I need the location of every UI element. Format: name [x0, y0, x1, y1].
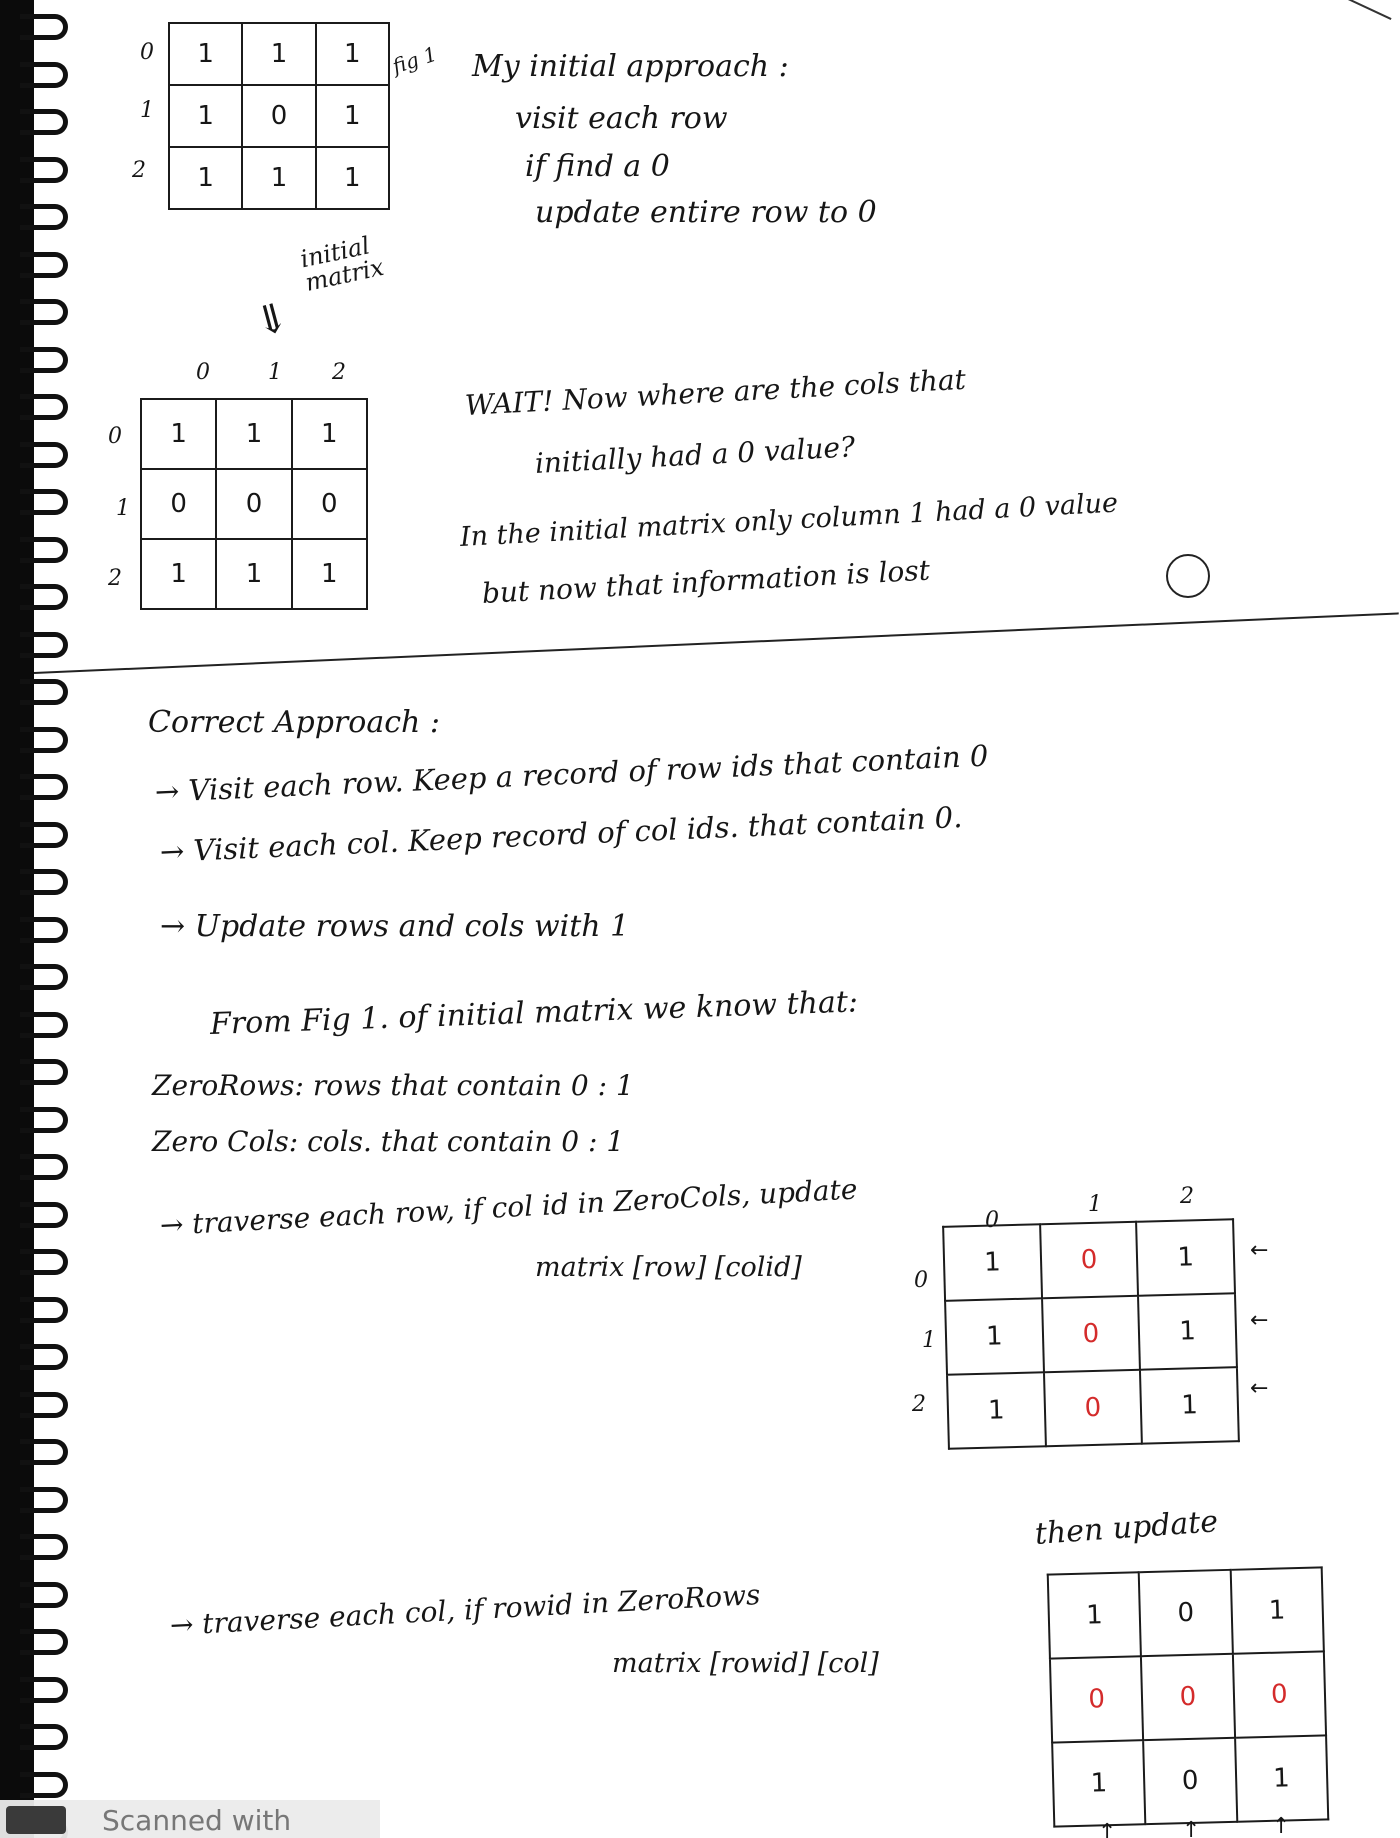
spiral-ring	[20, 1724, 68, 1750]
matrix2-cell: 1	[292, 399, 367, 469]
matrix4-row	[1050, 1651, 1326, 1742]
then-update-label: then update	[1033, 1504, 1220, 1552]
matrix4-col-arrow-1: ↑	[1182, 1818, 1201, 1838]
matrix1-cell: 1	[169, 85, 242, 147]
matrix4-cell: 0	[1141, 1654, 1234, 1740]
matrix1-row-index-2: 2	[132, 158, 146, 183]
spiral-ring	[20, 917, 68, 943]
spiral-ring	[20, 157, 68, 183]
spiral-ring	[20, 1249, 68, 1275]
page-corner-fold	[1336, 0, 1400, 20]
matrix3-cell: 1	[1138, 1293, 1237, 1370]
spiral-ring	[20, 109, 68, 135]
spiral-ring	[20, 1202, 68, 1228]
spiral-ring	[20, 14, 68, 40]
matrix-after-col-update	[942, 1218, 1240, 1450]
spiral-ring	[20, 822, 68, 848]
initial-approach-step-1: visit each row	[515, 101, 728, 136]
matrix4-cell: 0	[1050, 1656, 1143, 1742]
matrix3-row-index-0: 0	[914, 1268, 928, 1293]
matrix3-row-index-1: 1	[922, 1328, 936, 1353]
matrix1-cell: 1	[169, 23, 242, 85]
matrix2-col-index-0: 0	[196, 360, 210, 385]
spiral-ring	[20, 774, 68, 800]
matrix2-col-index-2: 2	[332, 360, 346, 385]
watermark-text: Scanned with	[102, 1804, 292, 1837]
spiral-ring	[20, 679, 68, 705]
zero-cols-line: Zero Cols: cols. that contain 0 : 1	[152, 1125, 625, 1158]
matrix2-cell: 0	[141, 469, 216, 539]
matrix3-row	[947, 1367, 1239, 1449]
matrix2-cell: 1	[141, 539, 216, 609]
spiral-ring	[20, 347, 68, 373]
matrix2-row-index-0: 0	[108, 424, 122, 449]
matrix1-row	[169, 23, 389, 85]
wait-note-line-4: but now that information is lost	[481, 553, 931, 610]
matrix4-cell: 0	[1233, 1651, 1327, 1737]
traverse-cols-formula: matrix [rowid] [col]	[612, 1648, 879, 1679]
matrix3-row-index-2: 2	[912, 1392, 926, 1417]
wait-note-line-1: WAIT! Now where are the cols that	[464, 362, 967, 422]
matrix4-cell: 0	[1143, 1738, 1236, 1824]
scanner-watermark	[0, 1800, 380, 1838]
matrix3-cell: 1	[1136, 1219, 1235, 1296]
matrix3-cell: 1	[947, 1372, 1046, 1449]
matrix2-cell: 1	[292, 539, 367, 609]
matrix3-cell: 0	[1044, 1370, 1143, 1447]
spiral-ring	[20, 1059, 68, 1085]
matrix3-col-index-2: 2	[1180, 1184, 1194, 1209]
spiral-ring	[20, 1297, 68, 1323]
matrix4-col-arrow-0: ↑	[1098, 1820, 1117, 1838]
matrix1-row-index-1: 1	[140, 98, 154, 123]
matrix4-cell: 1	[1230, 1567, 1324, 1653]
initial-approach-step-3: update entire row to 0	[535, 195, 877, 230]
matrix4-col-arrow-2: ↑	[1272, 1814, 1291, 1838]
matrix1-row	[169, 85, 389, 147]
matrix2-cell: 1	[216, 399, 291, 469]
traverse-rows-line: → traverse each row, if col id in ZeroCols, update	[159, 1172, 859, 1242]
matrix1-cell: 1	[316, 85, 389, 147]
initial-approach-heading: My initial approach :	[472, 49, 789, 84]
matrix4-cell: 1	[1235, 1735, 1329, 1821]
matrix3-cell: 1	[943, 1224, 1042, 1301]
spiral-ring	[20, 869, 68, 895]
matrix-after-row-update	[140, 398, 368, 610]
spiral-ring	[20, 252, 68, 278]
spiral-ring	[20, 584, 68, 610]
spiral-ring	[20, 62, 68, 88]
matrix3-cell: 1	[1140, 1367, 1239, 1444]
spiral-ring	[20, 442, 68, 468]
matrix4-cell: 1	[1052, 1740, 1145, 1826]
correct-step-1: → Visit each row. Keep a record of row ids that contain 0	[154, 738, 989, 809]
spiral-ring	[20, 727, 68, 753]
correct-step-2: → Visit each col. Keep record of col ids. that contain 0.	[159, 799, 964, 869]
sad-face-icon	[1166, 554, 1210, 598]
spiral-ring	[20, 1582, 68, 1608]
matrix1-row	[169, 147, 389, 209]
initial-matrix	[168, 22, 390, 210]
matrix3-row	[945, 1293, 1237, 1375]
scanner-logo-icon	[6, 1806, 66, 1834]
matrix2-row-index-2: 2	[108, 566, 122, 591]
matrix1-cell: 1	[242, 147, 315, 209]
matrix4-cell: 0	[1139, 1570, 1232, 1656]
final-matrix	[1047, 1566, 1330, 1827]
spiral-ring	[20, 1534, 68, 1560]
spiral-ring	[20, 632, 68, 658]
matrix3-cell: 0	[1042, 1296, 1141, 1373]
traverse-rows-formula: matrix [row] [colid]	[535, 1252, 802, 1283]
traverse-cols-line: → traverse each col, if rowid in ZeroRows	[169, 1578, 762, 1642]
spiral-ring	[20, 204, 68, 230]
spiral-ring	[20, 1677, 68, 1703]
fig-label: fig 1	[389, 41, 440, 79]
spiral-ring	[20, 489, 68, 515]
matrix1-cell: 1	[316, 147, 389, 209]
fig1-note: From Fig 1. of initial matrix we know that:	[209, 984, 859, 1042]
matrix1-cell: 0	[242, 85, 315, 147]
matrix2-row	[141, 399, 367, 469]
matrix3-row-arrow-1: ←	[1250, 1308, 1269, 1333]
matrix2-row	[141, 469, 367, 539]
spiral-ring	[20, 1344, 68, 1370]
spiral-ring	[20, 1772, 68, 1798]
spiral-ring	[20, 964, 68, 990]
matrix1-cell: 1	[316, 23, 389, 85]
matrix2-cell: 1	[141, 399, 216, 469]
correct-step-3: → Update rows and cols with 1	[160, 909, 630, 944]
matrix3-cell: 1	[945, 1298, 1044, 1375]
spiral-ring	[20, 1107, 68, 1133]
matrix4-cell: 1	[1048, 1572, 1141, 1658]
wait-note-line-3: In the initial matrix only column 1 had a 0 value	[459, 487, 1119, 553]
matrix4-row	[1052, 1735, 1328, 1826]
matrix2-cell: 0	[292, 469, 367, 539]
down-arrow: ⇓	[249, 293, 294, 347]
spiral-ring	[20, 1439, 68, 1465]
matrix3-row-arrow-0: ←	[1250, 1238, 1269, 1263]
spiral-ring	[20, 537, 68, 563]
spiral-ring	[20, 299, 68, 325]
spiral-ring	[20, 1629, 68, 1655]
matrix1-cell: 1	[169, 147, 242, 209]
section-divider	[34, 612, 1399, 674]
matrix2-col-index-1: 1	[268, 360, 282, 385]
matrix2-cell: 1	[216, 539, 291, 609]
spiral-ring	[20, 1154, 68, 1180]
matrix4-row	[1048, 1567, 1324, 1658]
matrix3-row-arrow-2: ←	[1250, 1376, 1269, 1401]
zero-rows-line: ZeroRows: rows that contain 0 : 1	[152, 1069, 634, 1102]
wait-note-line-2: initially had a 0 value?	[534, 430, 856, 480]
correct-approach-title: Correct Approach :	[148, 705, 440, 740]
matrix1-row-index-0: 0	[140, 40, 154, 65]
matrix3-col-index-1: 1	[1088, 1192, 1102, 1217]
spiral-ring	[20, 1392, 68, 1418]
matrix3-cell: 0	[1040, 1222, 1139, 1299]
matrix3-col-index-0: 0	[985, 1208, 999, 1233]
matrix2-row	[141, 539, 367, 609]
spiral-ring	[20, 1487, 68, 1513]
spiral-ring	[20, 394, 68, 420]
matrix3-row	[943, 1219, 1235, 1301]
matrix1-caption: initial matrix	[297, 231, 387, 297]
initial-approach-step-2: if find a 0	[525, 149, 670, 184]
spiral-ring	[20, 1012, 68, 1038]
matrix1-cell: 1	[242, 23, 315, 85]
matrix2-cell: 0	[216, 469, 291, 539]
matrix2-row-index-1: 1	[116, 496, 130, 521]
